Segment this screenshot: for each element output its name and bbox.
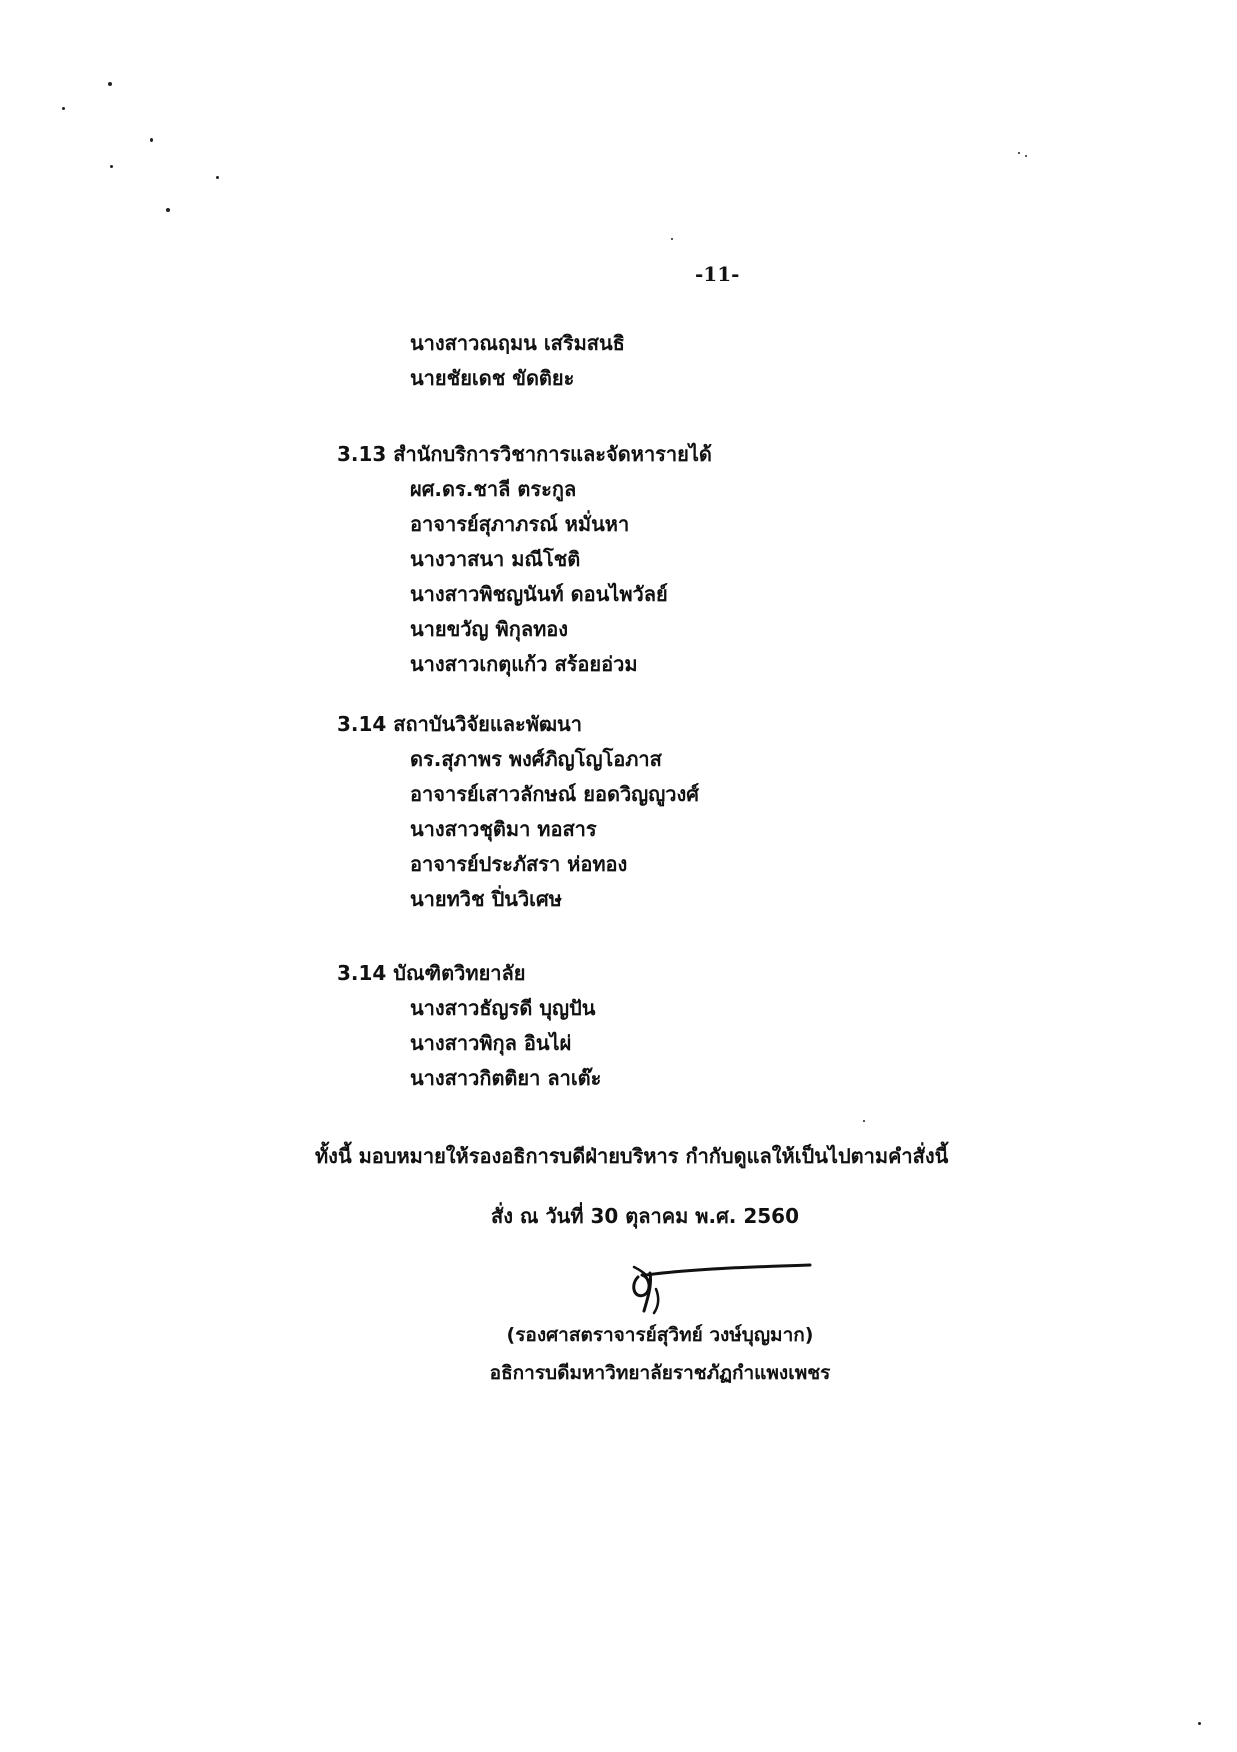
- member-name: นางสาวพิชญนันท์ ดอนไพวัลย์: [410, 582, 668, 606]
- scan-speck: [863, 1120, 865, 1122]
- member-name: อาจารย์เสาวลักษณ์ ยอดวิญญูวงศ์: [410, 782, 699, 806]
- order-date: สั่ง ณ วันที่ 30 ตุลาคม พ.ศ. 2560: [491, 1204, 799, 1228]
- signer-title: อธิการบดีมหาวิทยาลัยราชภัฏกำแพงเพชร: [489, 1362, 831, 1384]
- member-name: นางสาวธัญรดี บุญปัน: [410, 996, 596, 1020]
- member-list: [337, 991, 1137, 1096]
- committee-section-continued: [337, 326, 1137, 396]
- member-list: [337, 472, 1137, 682]
- member-name: นางสาวกิตติยา ลาเต๊ะ: [410, 1066, 602, 1090]
- section-heading: 3.14 บัณฑิตวิทยาลัย: [337, 961, 526, 985]
- member-name: นางสาวณฤมน เสริมสนธิ: [410, 331, 625, 355]
- section-heading: 3.13 สำนักบริการวิชาการและจัดหารายได้: [337, 442, 712, 466]
- scan-speck: [1018, 152, 1020, 154]
- scan-speck: [108, 82, 112, 86]
- scan-speck: [216, 176, 219, 179]
- committee-section-3-14-graduate: [337, 955, 1137, 1096]
- scan-speck: [1198, 1722, 1201, 1725]
- member-name: นางวาสนา มณีโชติ: [410, 547, 581, 571]
- committee-section-3-14-research: [337, 706, 1137, 917]
- scan-speck: [110, 165, 113, 168]
- member-name: นางสาวพิกุล อินไผ่: [410, 1031, 572, 1055]
- scan-speck: [671, 238, 673, 240]
- signer-name: (รองศาสตราจารย์สุวิทย์ วงษ์บุญมาก): [506, 1324, 814, 1346]
- member-name: ผศ.ดร.ชาลี ตระกูล: [410, 477, 577, 501]
- scan-speck: [166, 208, 170, 212]
- member-name: ดร.สุภาพร พงศ์ภิญโญโอภาส: [410, 747, 662, 771]
- committee-section-3-13: [337, 436, 1137, 682]
- signature-image: [620, 1255, 820, 1315]
- member-name: นายทวิช ปิ่นวิเศษ: [410, 887, 562, 911]
- member-name: อาจารย์สุภาภรณ์ หมั่นหา: [410, 512, 630, 536]
- member-name: นายขวัญ พิกุลทอง: [410, 617, 569, 641]
- page-number: -11-: [695, 262, 740, 286]
- assignment-statement: ทั้งนี้ มอบหมายให้รองอธิการบดีฝ่ายบริหาร กำกับดูแลให้เป็นไปตามคำสั่งนี้: [315, 1144, 949, 1168]
- member-name: อาจารย์ประภัสรา ห่อทอง: [410, 852, 628, 876]
- scan-speck: [150, 138, 153, 142]
- scan-speck: [62, 107, 65, 110]
- member-name: นางสาวชุติมา ทอสาร: [410, 817, 597, 841]
- member-list: [337, 326, 1137, 396]
- scan-speck: [1025, 155, 1027, 157]
- member-list: [337, 742, 1137, 917]
- member-name: นายชัยเดช ขัดติยะ: [410, 366, 575, 390]
- section-heading: 3.14 สถาบันวิจัยและพัฒนา: [337, 712, 582, 736]
- member-name: นางสาวเกตุแก้ว สร้อยอ่วม: [410, 652, 638, 676]
